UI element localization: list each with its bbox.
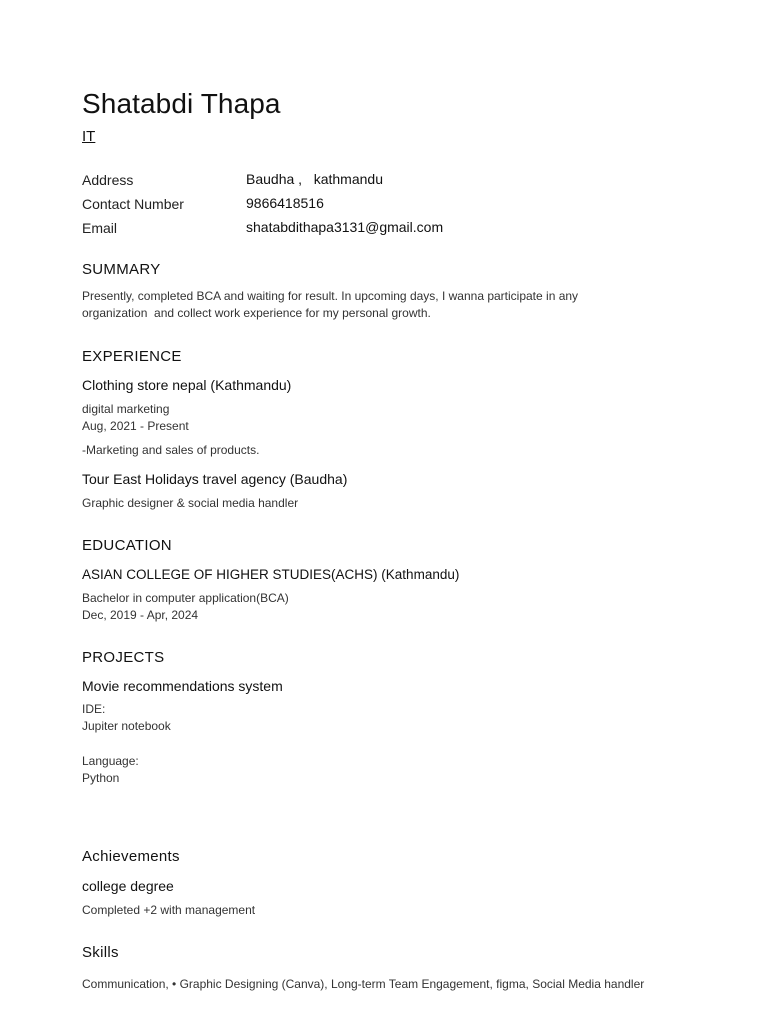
project-name: Movie recommendations system [82,678,283,694]
project-ide-label: IDE: [82,702,106,716]
email-label: Email [82,220,118,236]
education-school: ASIAN COLLEGE OF HIGHER STUDIES(ACHS) (Kathmandu) [82,567,460,582]
experience-heading: EXPERIENCE [82,348,182,365]
summary-text: Presently, completed BCA and waiting for result. In upcoming days, I wanna participate in any organization and collect work experience for my personal growth. [82,289,582,320]
experience-company: Tour East Holidays travel agency (Baudha) [82,471,348,487]
address-label: Address [82,172,134,188]
achievements-heading: Achievements [82,848,180,865]
experience-detail: -Marketing and sales of products. [82,443,260,457]
candidate-name: Shatabdi Thapa [82,88,281,119]
contact-number-label: Contact Number [82,196,184,212]
project-language-label: Language: [82,754,139,768]
project-ide-value: Jupiter notebook [82,719,171,733]
experience-dates: Aug, 2021 - Present [82,419,189,433]
achievement-detail: Completed +2 with management [82,903,256,917]
education-dates: Dec, 2019 - Apr, 2024 [82,608,199,622]
candidate-role: IT [82,128,96,145]
address-value: Baudha , kathmandu [246,171,383,187]
experience-role: Graphic designer & social media handler [82,496,299,510]
projects-heading: PROJECTS [82,649,165,666]
education-degree: Bachelor in computer application(BCA) [82,591,289,605]
project-language-value: Python [82,771,120,785]
experience-role: digital marketing [82,402,170,416]
contact-number-value: 9866418516 [246,195,324,211]
experience-company: Clothing store nepal (Kathmandu) [82,377,292,393]
skills-text: Communication, • Graphic Designing (Canva), Long-term Team Engagement, figma, Social Media handler [82,977,645,991]
skills-heading: Skills [82,944,119,961]
achievement-item: college degree [82,878,174,894]
education-heading: EDUCATION [82,537,172,554]
email-value: shatabdithapa3131@gmail.com [246,219,444,235]
summary-heading: SUMMARY [82,261,161,278]
